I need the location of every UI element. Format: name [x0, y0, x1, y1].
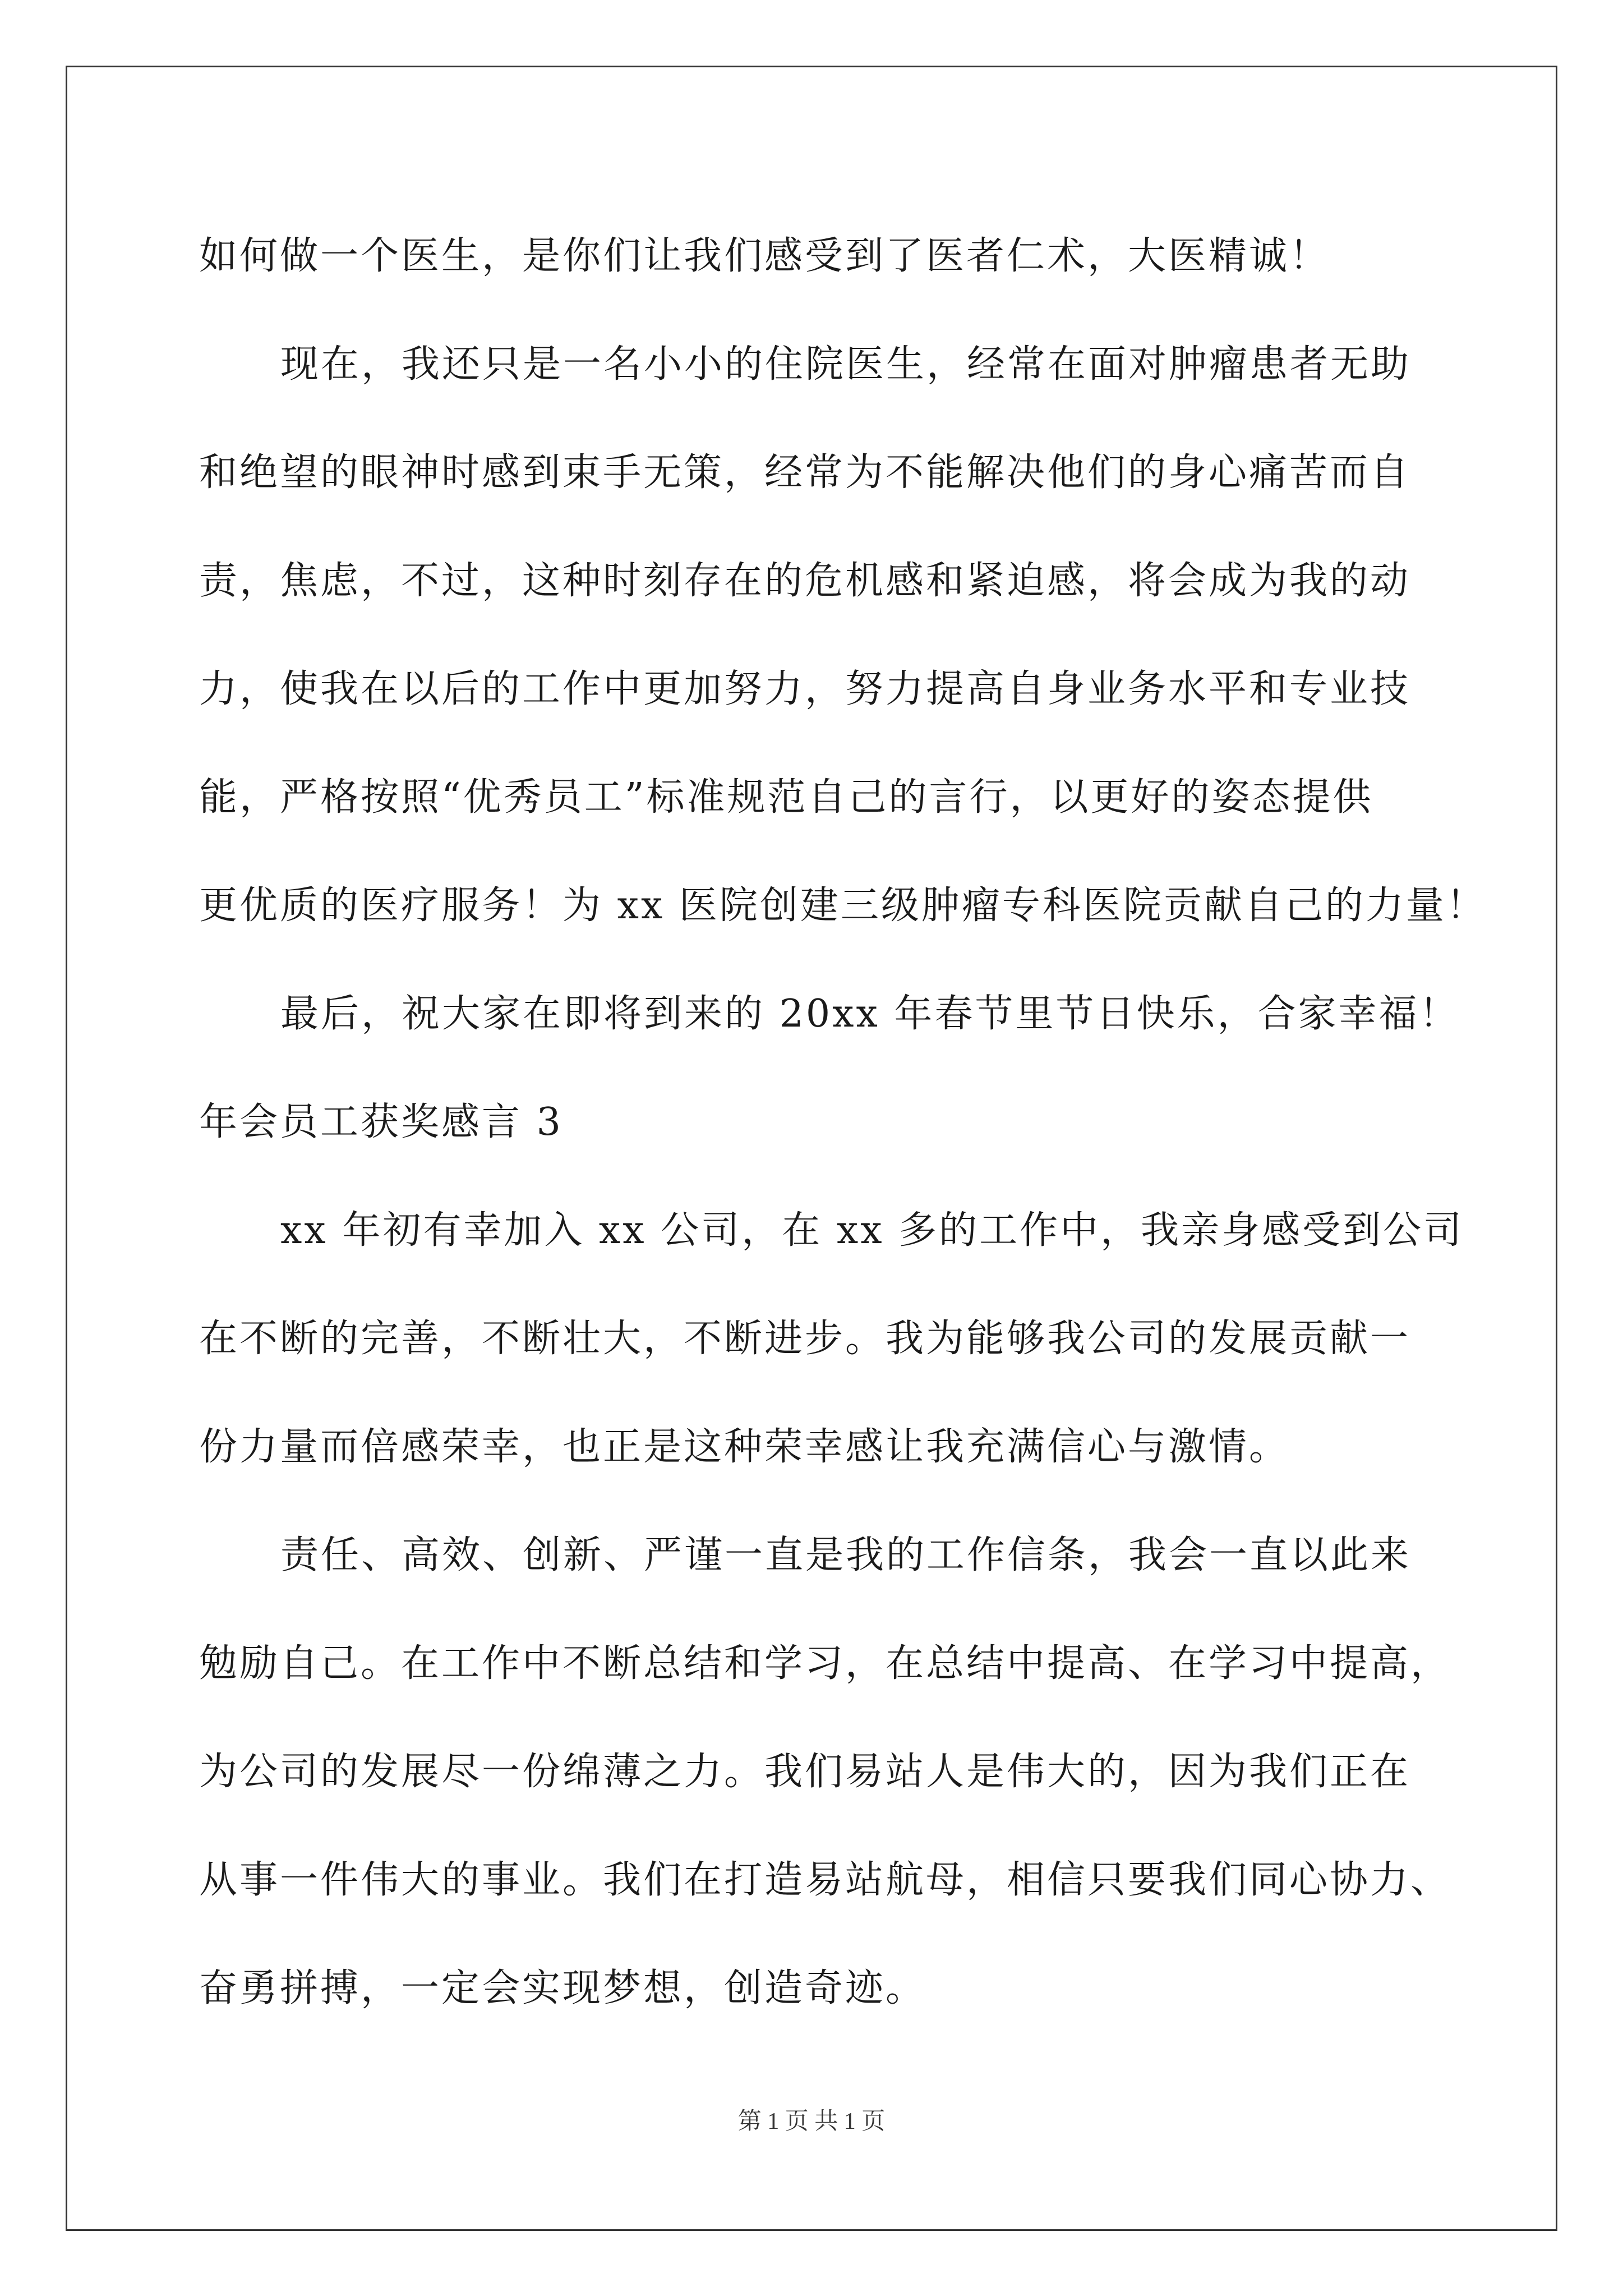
paragraph-line: 责，焦虑，不过，这种时刻存在的危机感和紧迫感，将会成为我的动 [199, 559, 1411, 603]
section-heading: 年会员工获奖感言 3 [199, 1100, 563, 1144]
paragraph-line: 为公司的发展尽一份绵薄之力。我们易站人是伟大的，因为我们正在 [199, 1750, 1411, 1794]
paragraph-line: 能，严格按照“优秀员工”标准规范自己的言行，以更好的姿态提供 [199, 775, 1373, 820]
paragraph-line: 勉励自己。在工作中不断总结和学习，在总结中提高、在学习中提高， [199, 1641, 1451, 1686]
paragraph-line: 更优质的医疗服务！为 xx 医院创建三级肿瘤专科医院贡献自己的力量！ [199, 884, 1487, 928]
paragraph-line: 在不断的完善，不断壮大，不断进步。我为能够我公司的发展贡献一 [199, 1317, 1411, 1361]
paragraph-line: 奋勇拼搏，一定会实现梦想，创造奇迹。 [199, 1966, 926, 2010]
document-body [199, 202, 1487, 2024]
paragraph-line: 份力量而倍感荣幸，也正是这种荣幸感让我充满信心与激情。 [199, 1425, 1290, 1469]
paragraph-line: 力，使我在以后的工作中更加努力，努力提高自身业务水平和专业技 [199, 667, 1411, 711]
paragraph-line: xx 年初有幸加入 xx 公司，在 xx 多的工作中，我亲身感受到公司 [280, 1208, 1464, 1253]
paragraph-line: 和绝望的眼神时感到束手无策，经常为不能解决他们的身心痛苦而自 [199, 450, 1411, 495]
paragraph-line: 最后，祝大家在即将到来的 20xx 年春节里节日快乐，合家幸福！ [280, 992, 1460, 1036]
paragraph-line: 从事一件伟大的事业。我们在打造易站航母，相信只要我们同心协力、 [199, 1858, 1451, 1902]
paragraph-line: 现在，我还只是一名小小的住院医生，经常在面对肿瘤患者无助 [280, 342, 1412, 386]
page-number: 第 1 页 共 1 页 [737, 2109, 886, 2134]
paragraph-line: 责任、高效、创新、严谨一直是我的工作信条，我会一直以此来 [280, 1533, 1412, 1577]
paragraph-line: 如何做一个医生，是你们让我们感受到了医者仁术，大医精诚！ [199, 234, 1330, 278]
